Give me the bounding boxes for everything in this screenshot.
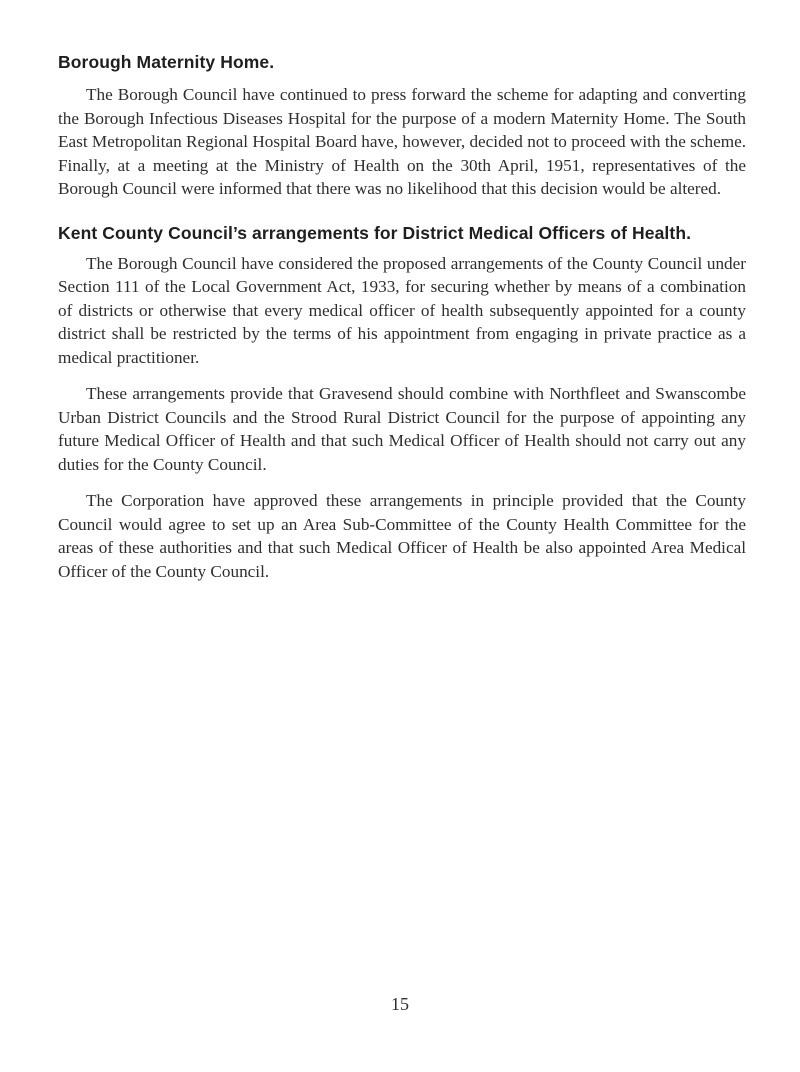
paragraph: The Borough Council have considered the proposed arrangements of the County Council under Section 111 of the Local Government Act, 1933, for securing whether by means of a combination of districts or otherwise that every medical officer of health subsequently appointed for a county district shall be restricted by the terms of his appointment from engaging in private practice as a medical practitioner. [58,253,746,367]
paragraph: The Borough Council have continued to press forward the scheme for adapting and converting the Borough Infectious Diseases Hospital for the purpose of a modern Maternity Home. The South East Metropolitan Regional Hospital Board have, however, decided not to proceed with the scheme. Finally, at a meeting at the Ministry of Health on the 30th April, 1951, representatives of the Borough Council were informed that there was no likelihood that this decision would be altered. [58,85,746,198]
section-heading-maternity-home: Borough Maternity Home. [58,52,275,72]
paragraph: These arrangements provide that Gravesend should combine with Northfleet and Swanscombe Urban District Councils and the Strood Rural District Council for the purpose of appointing any future Medical Officer of Health and that such Medical Officer of Health should not carry out any duties for the County Council. [58,384,746,474]
section-heading-district-medical-officers: Kent County Council’s arrangements for District Medical Officers of Health. [58,222,692,243]
paragraph: The Corporation have approved these arrangements in principle provided that the County Council would agree to set up an Area Sub-Committee of the County Health Committee for the areas of these authorities and that such Medical Officer of Health be also appointed Area Medical Officer of the County Council. [58,491,746,581]
page-number: 15 [391,994,409,1014]
document-page [58,52,746,583]
